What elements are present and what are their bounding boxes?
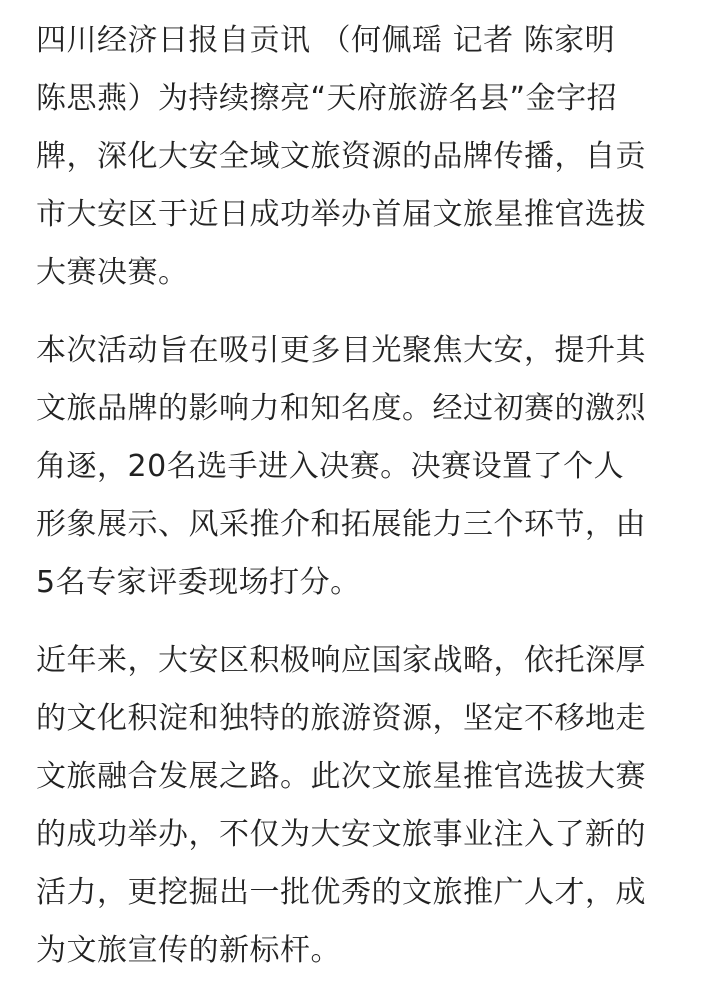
- text-line: 文旅融合发展之路。此次文旅星推官选拔大赛: [36, 759, 646, 794]
- text-line: 活力，更挖掘出一批优秀的文旅推广人才，成: [36, 875, 646, 910]
- text-line: 5名专家评委现场打分。: [36, 565, 361, 600]
- paragraph-event: [36, 322, 688, 612]
- text-line: 的文化积淀和独特的旅游资源，坚定不移地走: [36, 701, 646, 736]
- text-line: 形象展示、风采推介和拓展能力三个环节，由: [36, 507, 646, 542]
- text-line: 的成功举办，不仅为大安文旅事业注入了新的: [36, 817, 646, 852]
- text-line: 四川经济日报自贡讯 （何佩瑶 记者 陈家明: [36, 23, 616, 58]
- text-line: 市大安区于近日成功举办首届文旅星推官选拔: [36, 197, 646, 232]
- text-line: 角逐，20名选手进入决赛。决赛设置了个人: [36, 449, 625, 484]
- paragraph-background: [36, 632, 688, 980]
- article-body: [36, 12, 688, 1000]
- paragraph-intro: [36, 12, 688, 302]
- text-line: 大赛决赛。: [36, 255, 189, 290]
- text-line: 文旅品牌的影响力和知名度。经过初赛的激烈: [36, 391, 646, 426]
- text-line: 为文旅宣传的新标杆。: [36, 933, 341, 968]
- text-line: 陈思燕）为持续擦亮“天府旅游名县”金字招: [36, 81, 618, 116]
- text-line: 牌，深化大安全域文旅资源的品牌传播，自贡: [36, 139, 646, 174]
- text-line: 本次活动旨在吸引更多目光聚焦大安，提升其: [36, 333, 646, 368]
- text-line: 近年来，大安区积极响应国家战略，依托深厚: [36, 643, 646, 678]
